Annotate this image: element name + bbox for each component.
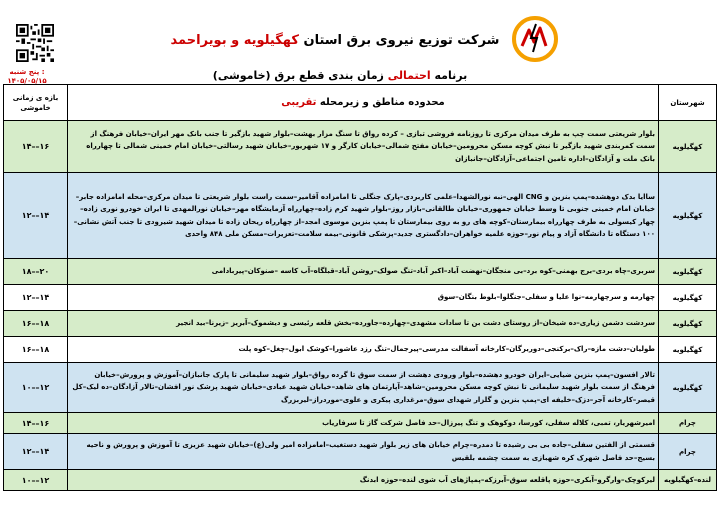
column-header-city: شهرستان bbox=[659, 85, 717, 121]
date-value: ۱۴۰۵/۰۵/۱۵ bbox=[7, 77, 47, 85]
outage-table bbox=[3, 84, 717, 491]
row-city: کهگیلویه bbox=[659, 121, 717, 173]
table-row bbox=[4, 434, 717, 470]
column-header-time: بازه ی زمانی خاموشی bbox=[4, 85, 68, 121]
row-areas: بلوار شریعتی سمت چپ به طرف میدان مرکزی تا روزنامه فروشی تبازی – کرده رواق تا سنگ مزار بهشت–بلوار شهید بازگیر تا جنب بانک مهر ایران–خیابان فرهنگ از سمت کمربندی شهید بازگیر تا نبش کوچه مسکن محرومین–خیابان مفتح شمالی–خیابان کارگر و ۱۷ شهریور–خیابان شهید رسالتی–خیابان امام خمینی شمالی تا چهارراه بانک ملت و آزادگان–اداره تامین اجتماعی–آزادگان–جانبازان bbox=[68, 121, 659, 173]
table-row bbox=[4, 363, 717, 413]
table-row bbox=[4, 285, 717, 311]
program-title-prefix: برنامه bbox=[434, 69, 468, 82]
row-city: کهگیلویه bbox=[659, 337, 717, 363]
row-time-range: ۱۴––۱۶ bbox=[4, 121, 68, 173]
table-row bbox=[4, 337, 717, 363]
row-city: کهگیلویه bbox=[659, 311, 717, 337]
row-time-range: ۱۰––۱۲ bbox=[4, 470, 68, 491]
row-city: کهگیلویه bbox=[659, 173, 717, 259]
row-time-range: ۱۲––۱۴ bbox=[4, 173, 68, 259]
row-city: لنده–کهگیلویه bbox=[659, 470, 717, 491]
table-row bbox=[4, 121, 717, 173]
row-areas: لیرکوچک–وارگرو–آبکری–حوزه پاقلعه سوق–آبرزکه–پمپاژهای آب شوی لنده–حوزه ابدنگ bbox=[68, 470, 659, 491]
company-logo-icon bbox=[512, 16, 558, 62]
row-areas: چهارمه و سرچهارمه–نوا علیا و سفلی–جنگلوا–بلوط بنگان–سوق bbox=[68, 285, 659, 311]
row-city: کهگیلویه bbox=[659, 285, 717, 311]
row-city: کهگیلویه bbox=[659, 259, 717, 285]
qr-code-icon bbox=[16, 24, 54, 62]
program-title-suffix: زمان بندی قطع برق (خاموشی) bbox=[212, 69, 384, 82]
table-row bbox=[4, 470, 717, 491]
weekday-label: پنج شنبه : bbox=[9, 68, 45, 76]
row-areas: سربری–چاه بردی–برج بهمنی–کوه برد–بی منجگان–نهضت آباد–اکبر آباد–تنگ صولک–روشن آباد–قبلگاه–آب کاسه –صنوکان–پیربادامی bbox=[68, 259, 659, 285]
company-name: شرکت توزیع نیروی برق استان bbox=[303, 33, 500, 48]
table-row bbox=[4, 259, 717, 285]
column-header-areas bbox=[68, 85, 659, 121]
company-title bbox=[160, 32, 510, 50]
table-header-row bbox=[4, 85, 717, 121]
program-title bbox=[130, 69, 550, 83]
row-areas: تالار افسون–پمپ بنزین ضیایی–ایران خودرو دهشده–بلوار ورودی دهشت از سمت سوق تا گرده رواق–بلوار شهید سلیمانی تا پارک جانبازان–آموزش و پرورش–خیابان فرهنگ از سمت بلوار شهید سلیمانی تا نبش کوچه مسکن محرومین–شاهد–آپارتمان های شاهد–خیابان شهید عبادی–خیابان شهید پزشک نور افشان–تالار آزادگان–ده لیک–کل قیصر–کارخانه آجر–دزک–خلیفه ای–پمپ بنزین و گلزار شهدای سوق–مرغداری پیکری و علوی–موردراز–لیربزرگ bbox=[68, 363, 659, 413]
program-title-highlight: احتمالی bbox=[387, 69, 431, 82]
areas-header-highlight: تقریبی bbox=[281, 97, 317, 108]
row-time-range: ۱۴––۱۶ bbox=[4, 413, 68, 434]
row-areas: ساایا بدک دوهشده–پمپ بنزین و CNG الهی–نبه نورالشهدا–علمی کاربردی–پارک جنگلی تا امامزاده آقامیر–سمت راست بلوار شریعتی تا میدان مرکزی–محله امامزاده جابر–خیابان امام خمینی جنوبی تا وسط خیابان جمهوری–خیابان طالقانی–بازار روز–بلوار شهید کرم زاده–چهارراه آزمایشگاه مهر–خیابان نورالمهدی تا ایران خودرو نوری زاده– چهار کیسولی به طرف چهارراه بیمارستان–کوچه های رو به روی بیمارستان تا پمپ بنزین موسوی امجد–از چهارراه ریحان زاده تا میدان شهید شیرودی تا جنب آتش نشانی–۱۰۰ دستگاه تا دانشگاه آزاد و پیام نور–حوزه علمیه خواهران–دادگستری جدید–پزشکی قانونی–بیمه سلامت–تعزیرات–مسکن ملی ۸۴۸ واحدی bbox=[68, 173, 659, 259]
row-areas: سردشت دشمن زیاری–ده شیخان–از روستای دشت بن تا سادات مشهدی–چهارده–جاورده–بخش قلعه رئیسی و دیشموک–آبریز –زیرنا–بید انجیر bbox=[68, 311, 659, 337]
row-time-range: ۱۶––۱۸ bbox=[4, 311, 68, 337]
areas-header-label: محدوده مناطق و زیرمحله bbox=[319, 97, 445, 108]
table-row bbox=[4, 311, 717, 337]
province-name: کهگیلویه و بویراحمد bbox=[170, 33, 299, 48]
table-body bbox=[4, 121, 717, 491]
row-areas: قسمتی از الفتین سفلی–جاده بی بی رشیده تا دمدره–چرام خیابان های زیر بلوار شهید دستغیب–امامزاده امیر ولی(ع)–خیابان شهید عزیزی تا آموزش و پرورش و ناحیه بسیج–حد فاصل شهرک کره شهبازی به سمت چشمه بلقیس bbox=[68, 434, 659, 470]
row-time-range: ۱۶––۱۸ bbox=[4, 337, 68, 363]
row-time-range: ۱۲––۱۴ bbox=[4, 285, 68, 311]
table-row bbox=[4, 413, 717, 434]
row-areas: امیرشهریار، تمبی، کلاله سفلی، کورسا، دوکوهک و تنگ پیرزال–حد فاصل شرکت گاز تا سرفاریاب bbox=[68, 413, 659, 434]
row-time-range: ۱۸––۲۰ bbox=[4, 259, 68, 285]
table-row bbox=[4, 173, 717, 259]
row-areas: طولیان–دشت مازه–راک–برکنجی–دوربرگان–کارخانه آسفالت مدرسی–پیرجمال–تنگ رزد عاشورا–کوشک ابول–چغل–کوه پلت bbox=[68, 337, 659, 363]
row-city: چرام bbox=[659, 413, 717, 434]
row-time-range: ۱۰––۱۲ bbox=[4, 363, 68, 413]
row-city: چرام bbox=[659, 434, 717, 470]
row-city: کهگیلویه bbox=[659, 363, 717, 413]
row-time-range: ۱۲––۱۴ bbox=[4, 434, 68, 470]
